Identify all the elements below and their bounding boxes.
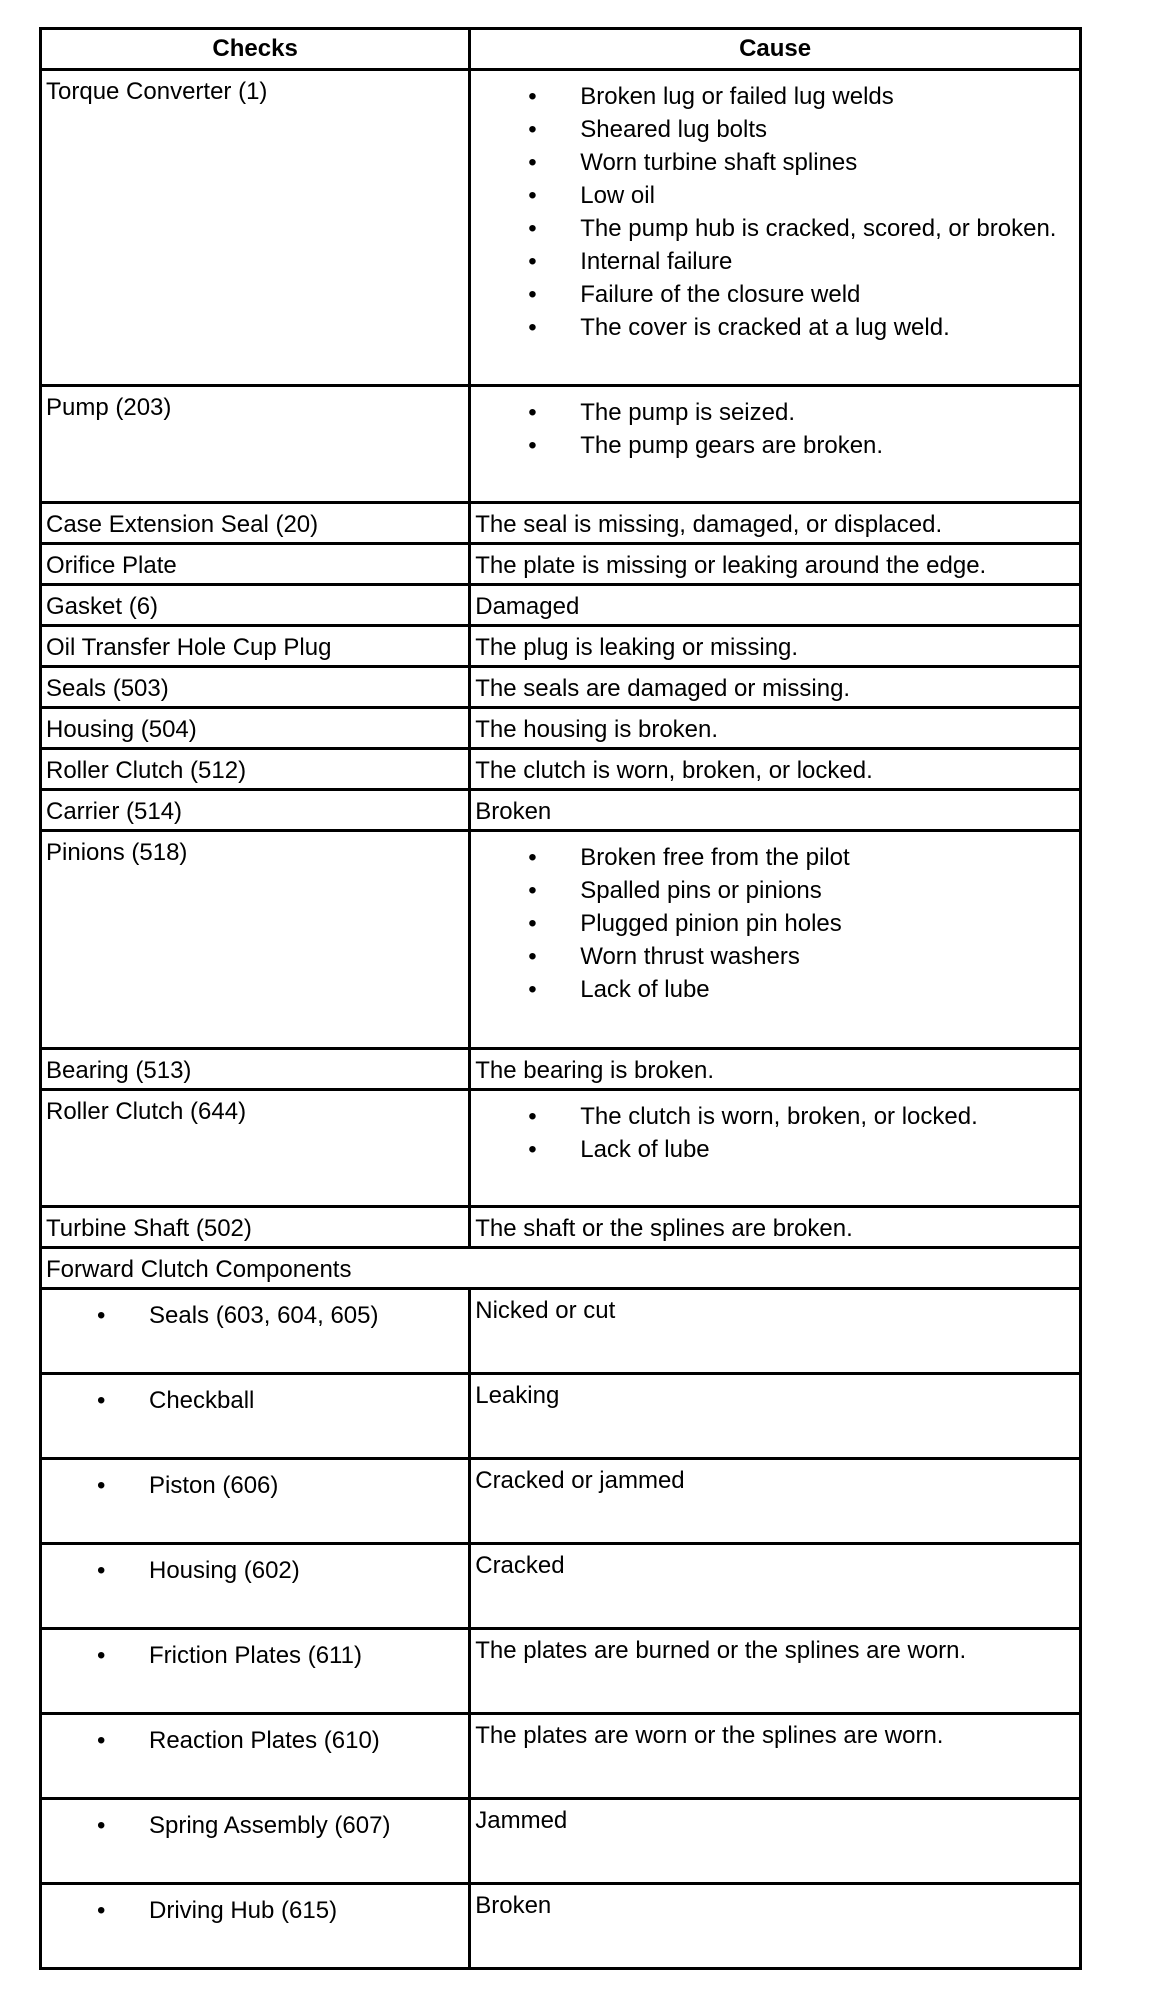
table-row	[41, 386, 1081, 503]
section-row	[41, 1248, 1081, 1289]
table-row	[41, 1884, 1081, 1969]
cause-item: • Broken lug or failed lug welds	[580, 80, 1079, 113]
cause-cell: The plates are worn or the splines are worn.	[475, 1722, 944, 1749]
table-row	[41, 790, 1081, 831]
header-row	[41, 29, 1081, 70]
table-row	[41, 544, 1081, 585]
cause-item: • Worn turbine shaft splines	[580, 146, 1079, 179]
check-list	[42, 1639, 468, 1672]
cause-item: • The pump hub is cracked, scored, or broken.	[580, 212, 1079, 245]
table-row	[41, 1374, 1081, 1459]
check-item: • Seals (603, 604, 605)	[149, 1299, 468, 1332]
check-cell: Roller Clutch (644)	[46, 1098, 247, 1125]
table-row	[41, 667, 1081, 708]
cause-cell: Nicked or cut	[475, 1297, 616, 1324]
check-cell: Pinions (518)	[46, 839, 188, 866]
check-item: • Driving Hub (615)	[149, 1894, 468, 1927]
cause-item: • Sheared lug bolts	[580, 113, 1079, 146]
check-item: • Checkball	[149, 1384, 468, 1417]
table-row	[41, 708, 1081, 749]
header-checks: Checks	[41, 29, 470, 70]
cause-cell: The seal is missing, damaged, or displaced.	[475, 511, 943, 538]
cause-item: • Broken free from the pilot	[580, 841, 1079, 874]
cause-list	[471, 396, 1079, 462]
table-row	[41, 585, 1081, 626]
cause-cell: Damaged	[475, 593, 580, 620]
table-row	[41, 1714, 1081, 1799]
header-cause: Cause	[470, 29, 1081, 70]
table-row	[41, 1544, 1081, 1629]
cause-cell: The seals are damaged or missing.	[475, 675, 851, 702]
check-list	[42, 1809, 468, 1842]
check-item: • Reaction Plates (610)	[149, 1724, 468, 1757]
cause-cell: The plate is missing or leaking around the edge.	[475, 552, 987, 579]
cause-cell: Jammed	[475, 1807, 568, 1834]
cause-list	[471, 841, 1079, 1006]
cause-cell: The shaft or the splines are broken.	[475, 1215, 853, 1242]
cause-item: • The pump is seized.	[580, 396, 1079, 429]
section-title: Forward Clutch Components	[46, 1256, 352, 1283]
cause-cell: The bearing is broken.	[475, 1057, 715, 1084]
table-row	[41, 1799, 1081, 1884]
cause-item: • The cover is cracked at a lug weld.	[580, 311, 1079, 344]
table-row	[41, 831, 1081, 1049]
cause-item: • Lack of lube	[580, 1133, 1079, 1166]
check-cell: Bearing (513)	[46, 1057, 192, 1084]
table-row	[41, 749, 1081, 790]
cause-cell: Broken	[475, 798, 552, 825]
check-item: • Housing (602)	[149, 1554, 468, 1587]
table-row	[41, 1289, 1081, 1374]
cause-cell: Cracked	[475, 1552, 565, 1579]
check-cell: Housing (504)	[46, 716, 197, 743]
check-list	[42, 1554, 468, 1587]
cause-item: • The clutch is worn, broken, or locked.	[580, 1100, 1079, 1133]
checks-table	[39, 27, 1082, 1970]
check-cell: Oil Transfer Hole Cup Plug	[46, 634, 332, 661]
cause-item: • Worn thrust washers	[580, 940, 1079, 973]
check-list	[42, 1724, 468, 1757]
check-cell: Case Extension Seal (20)	[46, 511, 319, 538]
check-item: • Piston (606)	[149, 1469, 468, 1502]
check-cell: Orifice Plate	[46, 552, 177, 579]
cause-item: • Plugged pinion pin holes	[580, 907, 1079, 940]
cause-item: • Internal failure	[580, 245, 1079, 278]
cause-item: • The pump gears are broken.	[580, 429, 1079, 462]
check-list	[42, 1469, 468, 1502]
check-item: • Spring Assembly (607)	[149, 1809, 468, 1842]
table-row	[41, 70, 1081, 386]
check-list	[42, 1299, 468, 1332]
cause-cell: The housing is broken.	[475, 716, 719, 743]
cause-item: • Spalled pins or pinions	[580, 874, 1079, 907]
check-cell: Seals (503)	[46, 675, 169, 702]
cause-cell: Broken	[475, 1892, 552, 1919]
check-cell: Torque Converter (1)	[46, 78, 268, 105]
cause-cell: The plug is leaking or missing.	[475, 634, 799, 661]
check-item: • Friction Plates (611)	[149, 1639, 468, 1672]
table-row	[41, 503, 1081, 544]
cause-cell: Leaking	[475, 1382, 560, 1409]
cause-cell: Cracked or jammed	[475, 1467, 685, 1494]
table-row	[41, 1629, 1081, 1714]
check-cell: Turbine Shaft (502)	[46, 1215, 252, 1242]
table-row	[41, 626, 1081, 667]
check-list	[42, 1384, 468, 1417]
cause-item: • Lack of lube	[580, 973, 1079, 1006]
check-cell: Pump (203)	[46, 394, 172, 421]
cause-cell: The clutch is worn, broken, or locked.	[475, 757, 873, 784]
check-cell: Roller Clutch (512)	[46, 757, 247, 784]
table-row	[41, 1459, 1081, 1544]
cause-list	[471, 1100, 1079, 1166]
check-cell: Gasket (6)	[46, 593, 159, 620]
cause-item: • Low oil	[580, 179, 1079, 212]
cause-list	[471, 80, 1079, 344]
table-row	[41, 1207, 1081, 1248]
cause-cell: The plates are burned or the splines are worn.	[475, 1637, 967, 1664]
table-row	[41, 1049, 1081, 1090]
check-cell: Carrier (514)	[46, 798, 183, 825]
cause-item: • Failure of the closure weld	[580, 278, 1079, 311]
table-row	[41, 1090, 1081, 1207]
check-list	[42, 1894, 468, 1927]
